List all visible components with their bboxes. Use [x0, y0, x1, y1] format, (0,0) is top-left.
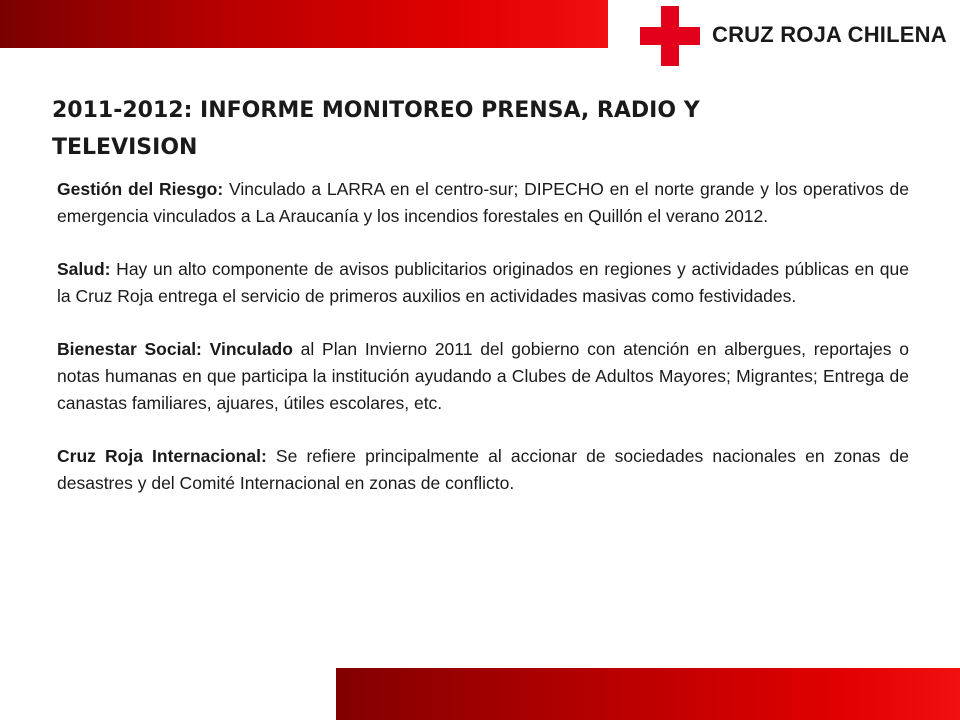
section-salud: [57, 256, 909, 310]
section-label: Bienestar Social: Vinculado: [57, 339, 293, 359]
section-label: Gestión del Riesgo:: [57, 179, 224, 199]
top-decorative-band: [0, 0, 608, 48]
section-text: Se refiere principalmente al accionar de sociedades nacionales en zonas de desastres y del Comité Internacional en zonas de conflicto.: [57, 446, 909, 493]
report-body: [57, 176, 909, 523]
cruz-roja-logo: [640, 6, 950, 66]
section-text: al Plan Invierno 2011 del gobierno con atención en albergues, reportajes o notas humanas en que participa la institución ayudando a Clubes de Adultos Mayores; Migrantes; Entrega de canastas familiares, ajuares, útiles escolares, etc.: [57, 339, 909, 413]
page-title: 2011-2012: INFORME MONITOREO PRENSA, RADIO Y TELEVISION: [52, 98, 700, 160]
section-gestion-riesgo: [57, 176, 909, 230]
section-bienestar-social: [57, 336, 909, 417]
section-text: Hay un alto componente de avisos publicitarios originados en regiones y actividades públicas en que la Cruz Roja entrega el servicio de primeros auxilios en actividades masivas como festividades.: [57, 259, 909, 306]
section-cruz-roja-internacional: [57, 443, 909, 497]
section-label: Salud:: [57, 259, 111, 279]
section-text: Vinculado a LARRA en el centro-sur; DIPECHO en el norte grande y los operativos de emergencia vinculados a La Araucanía y los incendios forestales en Quillón el verano 2012.: [57, 179, 909, 226]
red-cross-icon: [640, 6, 700, 66]
logo-text: CRUZ ROJA CHILENA: [712, 22, 947, 47]
bottom-decorative-band: [336, 668, 960, 720]
section-label: Cruz Roja Internacional:: [57, 446, 267, 466]
